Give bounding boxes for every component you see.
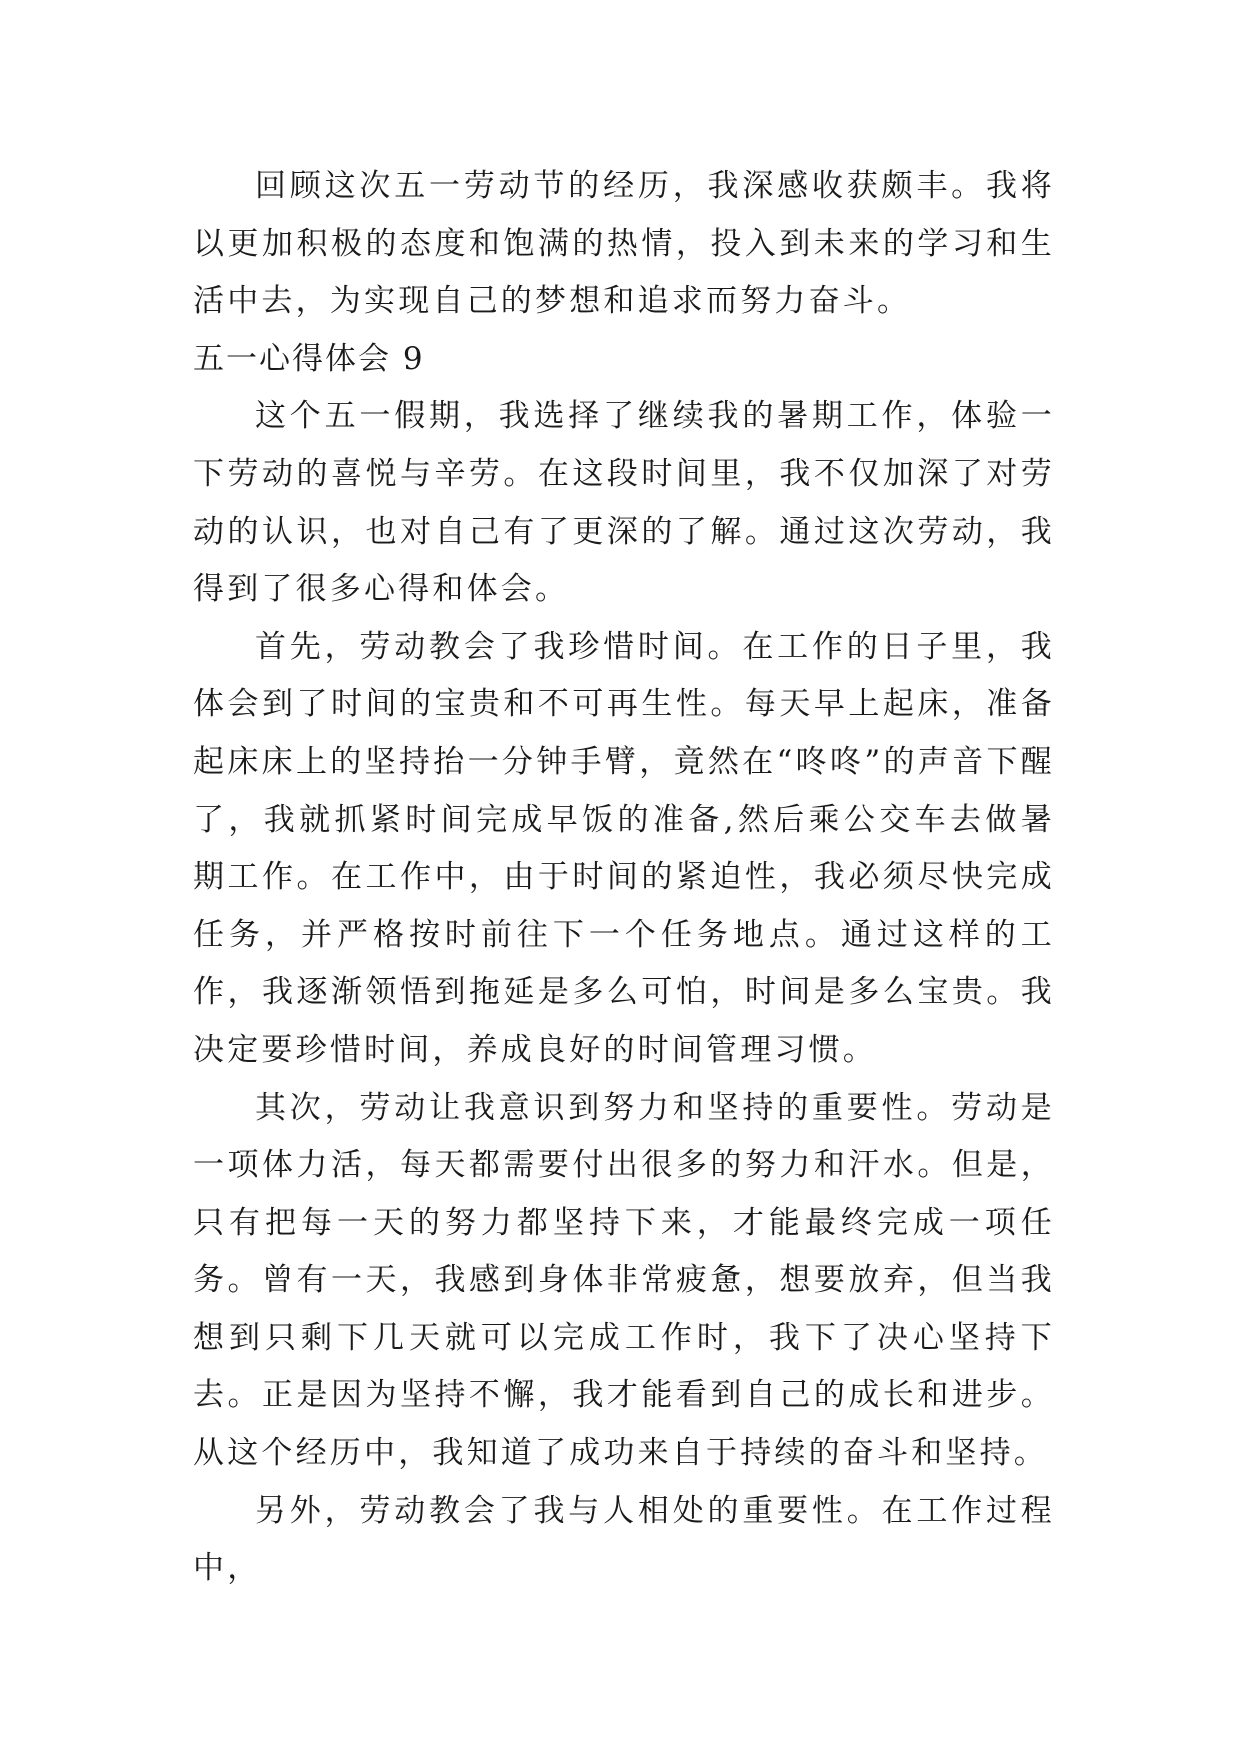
document-body bbox=[193, 158, 1055, 1598]
body-paragraph-persistence: 其次，劳动让我意识到努力和坚持的重要性。劳动是一项体力活，每天都需要付出很多的努力和汗水。但是，只有把每一天的努力都坚持下来，才能最终完成一项任务。曾有一天，我感到身体非常疲惫，想要放弃，但当我想到只剩下几天就可以完成工作时，我下了决心坚持下去。正是因为坚持不懈，我才能看到自己的成长和进步。从这个经历中，我知道了成功来自于持续的奋斗和坚持。 bbox=[193, 1089, 1055, 1472]
body-paragraph-time: 首先，劳动教会了我珍惜时间。在工作的日子里，我体会到了时间的宝贵和不可再生性。每天早上起床，准备起床床上的坚持抬一分钟手臂，竟然在“咚咚”的声音下醒了，我就抓紧时间完成早饭的准备,然后乘公交车去做暑期工作。在工作中，由于时间的紧迫性，我必须尽快完成任务，并严格按时前往下一个任务地点。通过这样的工作，我逐渐领悟到拖延是多么可怕，时间是多么宝贵。我决定要珍惜时间，养成良好的时间管理习惯。 bbox=[193, 628, 1055, 1068]
body-paragraph-relationships: 另外，劳动教会了我与人相处的重要性。在工作过程中， bbox=[193, 1492, 1055, 1587]
closing-paragraph: 回顾这次五一劳动节的经历，我深感收获颇丰。我将以更加积极的态度和饱满的热情，投入到未来的学习和生活中去，为实现自己的梦想和追求而努力奋斗。 bbox=[193, 168, 1055, 320]
body-paragraph-intro: 这个五一假期，我选择了继续我的暑期工作，体验一下劳动的喜悦与辛劳。在这段时间里，我不仅加深了对劳动的认识，也对自己有了更深的了解。通过这次劳动，我得到了很多心得和体会。 bbox=[193, 398, 1055, 608]
section-heading: 五一心得体会 9 bbox=[193, 340, 425, 377]
